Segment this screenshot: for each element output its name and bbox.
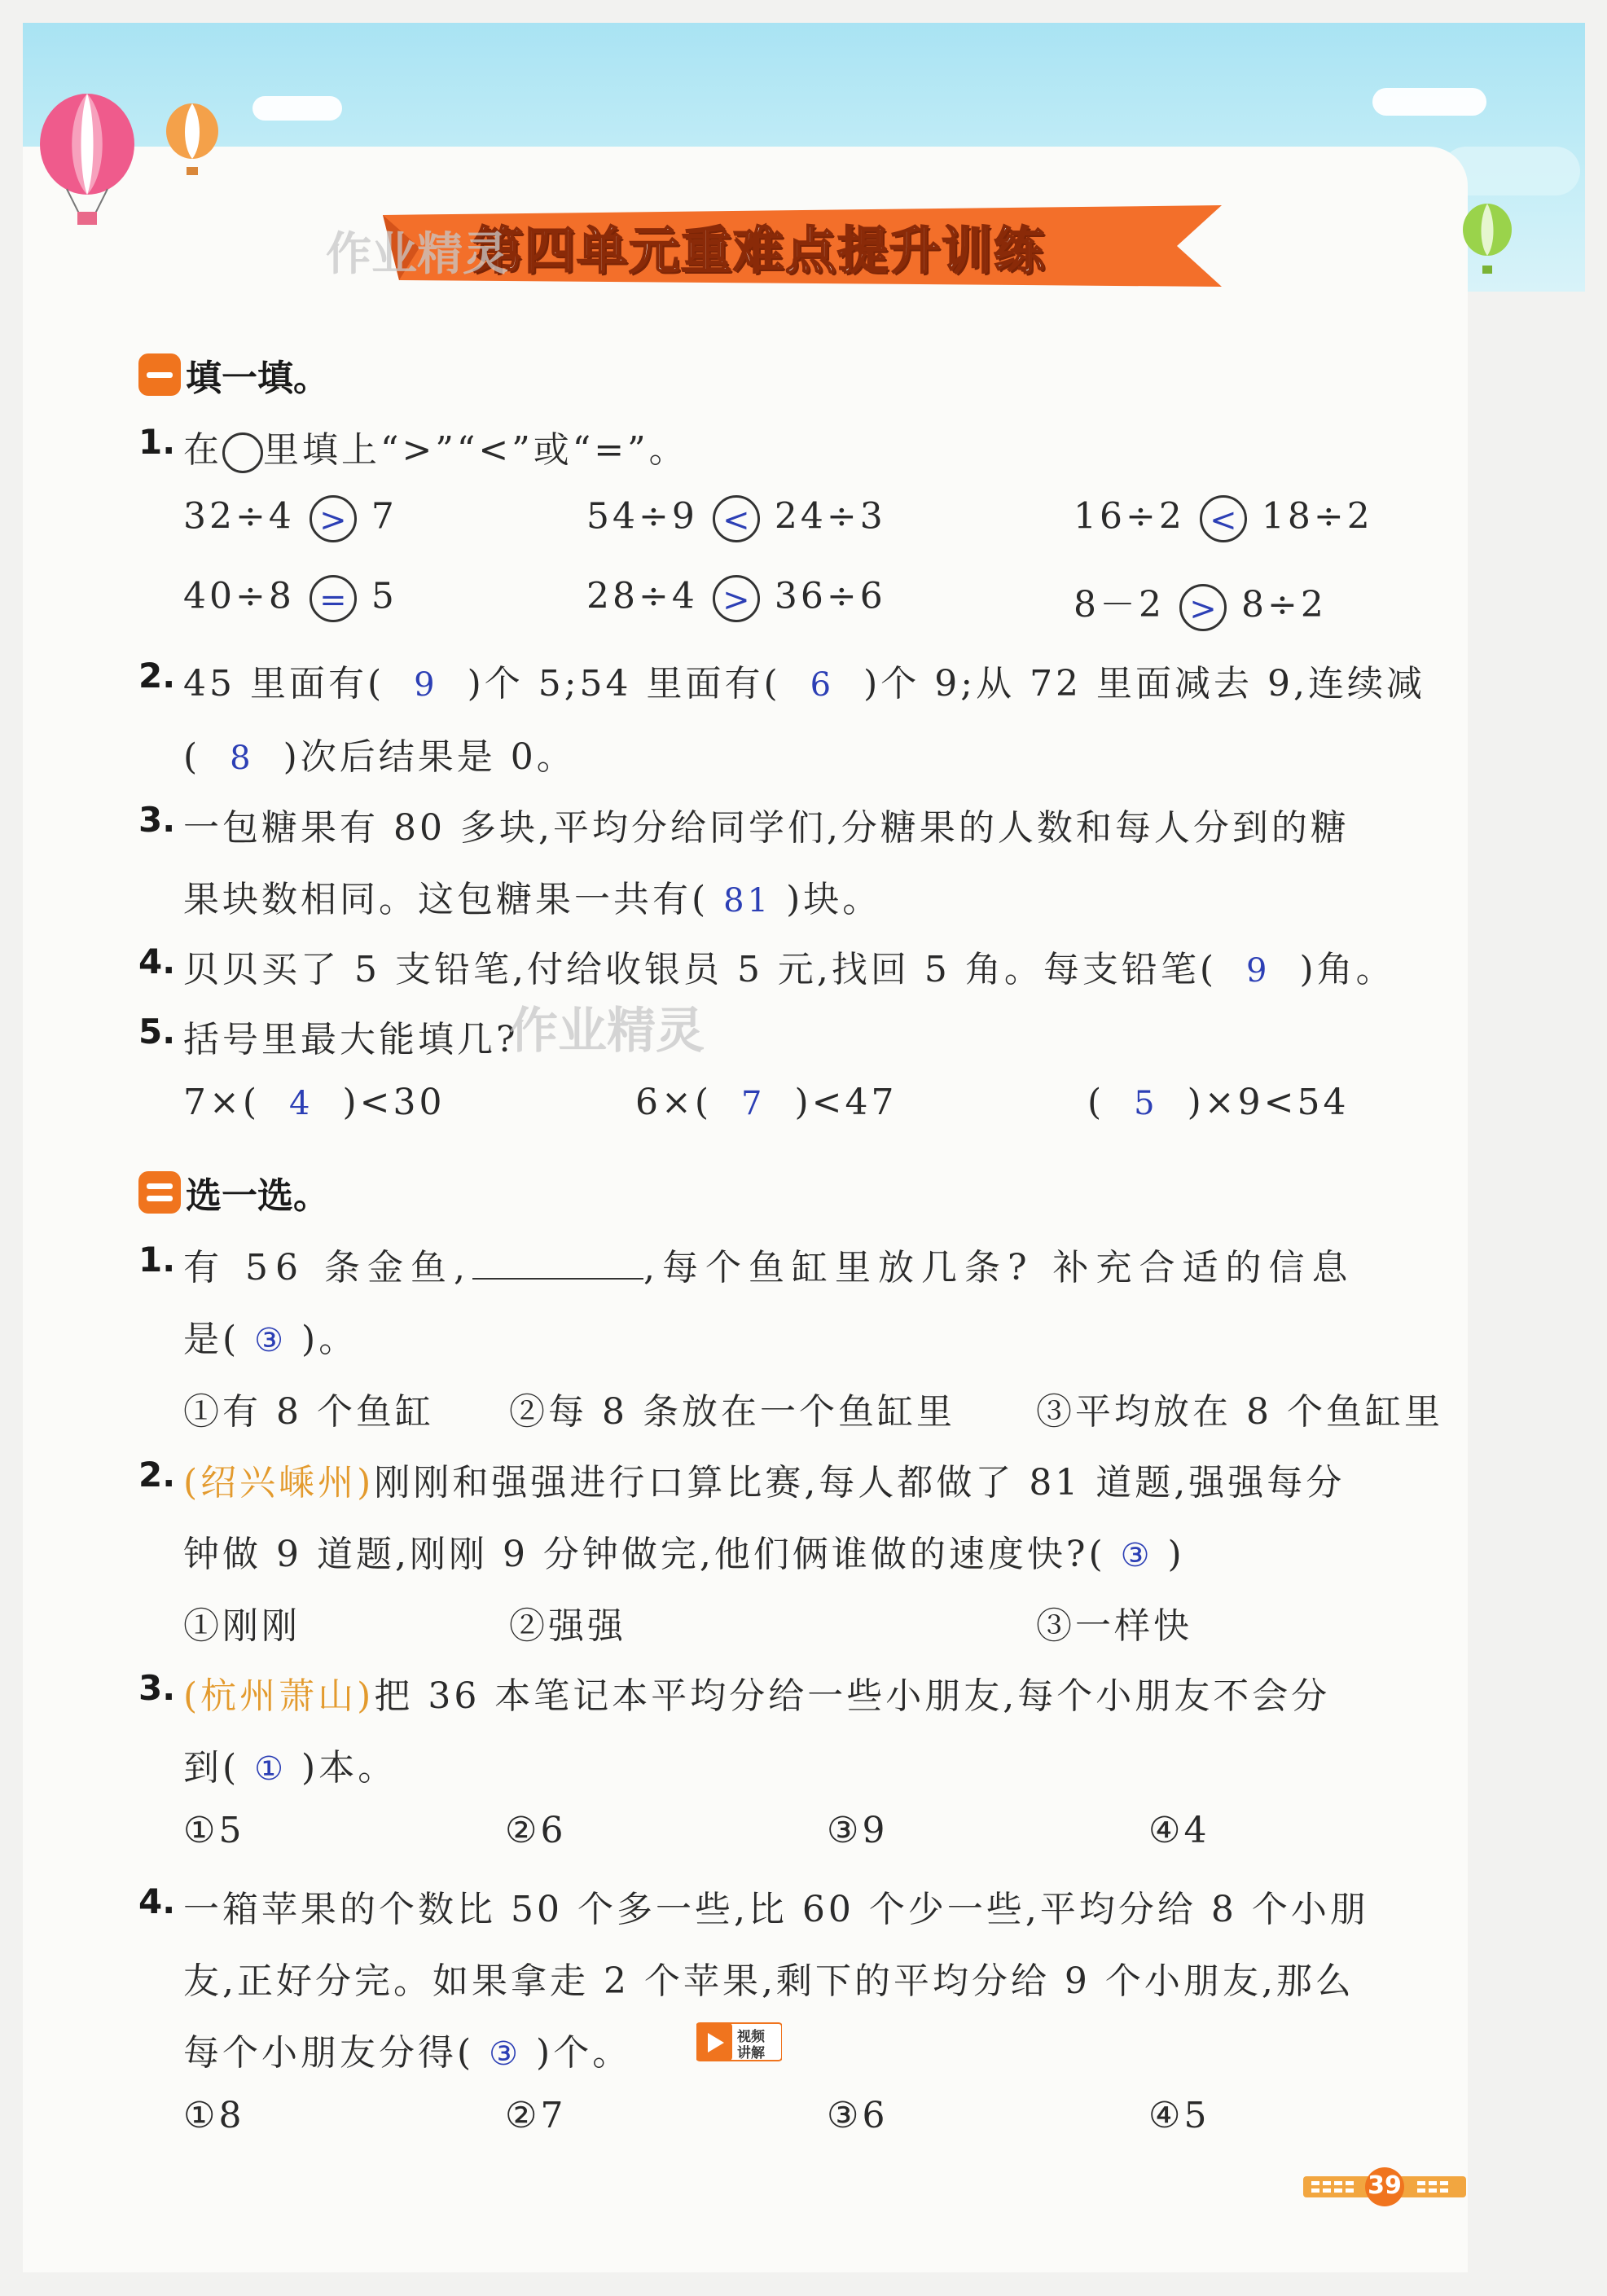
- answer-sign: >: [310, 495, 357, 542]
- expr-right: 24÷3: [774, 495, 886, 538]
- text-part: 把 36 本笔记本平均分给一些小朋友,每个小朋友不会分: [374, 1675, 1331, 1717]
- text-part: )<30: [342, 1082, 446, 1123]
- blank-line: [472, 1253, 643, 1280]
- option: ①有 8 个鱼缸: [183, 1391, 434, 1433]
- option: ③9: [827, 1810, 889, 1851]
- text-part: 钟做 9 道题,刚刚 9 分钟做完,他们俩谁做的速度快?(: [183, 1534, 1106, 1575]
- text-part: 果块数相同。这包糖果一共有(: [183, 879, 709, 920]
- answer-sign: >: [1179, 584, 1227, 631]
- text-part: )个 5;54 里面有(: [467, 663, 781, 705]
- answer: 4: [289, 1085, 314, 1122]
- option: ③平均放在 8 个鱼缸里: [1036, 1391, 1443, 1433]
- question-number: 1.: [138, 1240, 176, 1280]
- question-text: [183, 420, 688, 473]
- section-label: 填一填。: [186, 358, 329, 399]
- question-text: [183, 1525, 1185, 1577]
- option: ②6: [505, 1810, 567, 1851]
- expr-right: 36÷6: [774, 575, 886, 617]
- answer-sign: <: [1200, 495, 1247, 542]
- question-text-part: 在: [183, 429, 222, 471]
- expr-right: 7: [371, 495, 397, 538]
- answer: 5: [1134, 1085, 1158, 1122]
- answer: ①: [254, 1750, 288, 1788]
- question-text: [183, 1310, 358, 1362]
- answer: ③: [1120, 1537, 1153, 1574]
- answer: ③: [489, 2035, 522, 2073]
- watermark: 作业精灵: [509, 1003, 705, 1060]
- section-label: 选一选。: [186, 1175, 329, 1217]
- circle-symbol-icon: [222, 432, 263, 473]
- option: ①刚刚: [183, 1605, 301, 1647]
- question-text: [183, 1238, 1355, 1290]
- question-text-part: 里填上“>”“<”或“=”。: [263, 429, 688, 471]
- answer: 6: [810, 666, 835, 704]
- expr-left: 32÷4: [183, 495, 295, 538]
- text-part: 45 里面有(: [183, 663, 385, 705]
- answer: 9: [414, 666, 438, 704]
- compare-item: [183, 575, 397, 622]
- option: ①8: [183, 2095, 245, 2136]
- question-text: [183, 1666, 1330, 1719]
- cloud: [252, 96, 342, 121]
- question-text: [183, 727, 576, 779]
- page-number: 39: [1368, 2171, 1402, 2200]
- text-part: 6×(: [635, 1082, 713, 1123]
- section-heading-choose: [138, 1166, 329, 1218]
- option: ④5: [1148, 2095, 1210, 2136]
- answer-sign: <: [713, 495, 760, 542]
- question-number: 4.: [138, 942, 176, 981]
- text-part: (: [1087, 1082, 1105, 1123]
- page-number-badge: [1303, 2166, 1466, 2207]
- text-part: )个 9;从 72 里面减去 9,连续减: [863, 663, 1426, 705]
- source-tag: (杭州萧山): [183, 1675, 375, 1717]
- text-part: )块。: [786, 879, 882, 920]
- text-part: 刚刚和强强进行口算比赛,每人都做了 81 道题,强强每分: [374, 1462, 1346, 1504]
- expr-right: 18÷2: [1261, 495, 1373, 538]
- compare-item: [1074, 495, 1373, 542]
- text-part: 是(: [183, 1319, 240, 1360]
- option: ③一样快: [1036, 1605, 1192, 1647]
- text-part: ,每个鱼缸里放几条? 补充合适的信息: [643, 1247, 1355, 1288]
- fill-item: [635, 1082, 897, 1123]
- hot-air-balloon-icon: [34, 91, 148, 230]
- answer: 8: [230, 740, 254, 777]
- expr-left: 28÷4: [586, 575, 698, 617]
- text-part: 有 56 条金鱼,: [183, 1247, 472, 1288]
- hot-air-balloon-icon: [1460, 202, 1517, 283]
- answer-sign: =: [310, 575, 357, 622]
- option: ②每 8 条放在一个鱼缸里: [509, 1391, 955, 1433]
- text-part: )角。: [1299, 949, 1395, 990]
- question-number: 4.: [138, 1881, 176, 1921]
- fill-item: [183, 1082, 445, 1123]
- question-text: [183, 2023, 631, 2075]
- expr-left: 40÷8: [183, 575, 295, 617]
- answer: 81: [723, 882, 772, 920]
- option: ②7: [505, 2095, 567, 2136]
- text-part: ): [1167, 1534, 1185, 1575]
- expr-right: 8÷2: [1241, 584, 1327, 626]
- question-text: [183, 1738, 397, 1790]
- option: ①5: [183, 1810, 245, 1851]
- question-number: 3.: [138, 1668, 176, 1708]
- text-part: )次后结果是 0。: [283, 736, 576, 778]
- video-label: 讲解: [737, 2045, 765, 2061]
- question-text: 一箱苹果的个数比 50 个多一些,比 60 个少一些,平均分给 8 个小朋: [183, 1889, 1369, 1930]
- hot-air-balloon-icon: [161, 102, 226, 183]
- cloud: [1372, 88, 1486, 116]
- text-part: )×9<54: [1187, 1082, 1350, 1123]
- compare-item: [586, 495, 886, 542]
- expr-right: 5: [371, 575, 397, 617]
- section-number-one-icon: [138, 353, 181, 396]
- question-text: 友,正好分完。如果拿走 2 个苹果,剩下的平均分给 9 个小朋友,那么: [183, 1960, 1355, 2002]
- question-number: 5.: [138, 1012, 176, 1051]
- option: ②强强: [509, 1605, 626, 1647]
- text-part: (: [183, 736, 201, 778]
- answer: ③: [254, 1322, 288, 1359]
- page-title: 第四单元重难点提升训练: [472, 221, 1047, 280]
- text-part: 贝贝买了 5 支铅笔,付给收银员 5 元,找回 5 角。每支铅笔(: [183, 949, 1218, 990]
- compare-item: [1074, 575, 1327, 631]
- text-part: )个。: [536, 2032, 632, 2074]
- video-explain-button[interactable]: [696, 2022, 782, 2062]
- text-part: 7×(: [183, 1082, 261, 1123]
- question-text: [183, 1453, 1345, 1505]
- question-text: 括号里最大能填几?: [183, 1019, 519, 1060]
- text-part: 每个小朋友分得(: [183, 2032, 475, 2074]
- question-number: 3.: [138, 800, 176, 840]
- question-number: 1.: [138, 422, 176, 462]
- expr-left: 16÷2: [1074, 495, 1185, 538]
- expr-left: 8－2: [1074, 584, 1165, 626]
- expr-left: 54÷9: [586, 495, 698, 538]
- question-text: [183, 654, 1425, 706]
- question-text: 一包糖果有 80 多块,平均分给同学们,分糖果的人数和每人分到的糖: [183, 807, 1350, 849]
- source-tag: (绍兴嵊州): [183, 1462, 375, 1504]
- section-number-two-icon: [138, 1171, 181, 1214]
- question-number: 2.: [138, 656, 176, 696]
- section-heading-fill: [138, 349, 329, 401]
- option: ③6: [827, 2095, 889, 2136]
- question-number: 2.: [138, 1455, 176, 1495]
- fill-item: [1087, 1082, 1349, 1123]
- answer: 7: [741, 1085, 766, 1122]
- text-part: 到(: [183, 1747, 240, 1789]
- text-part: )。: [301, 1319, 358, 1360]
- question-text: [183, 870, 881, 922]
- compare-item: [183, 495, 397, 542]
- answer: 9: [1246, 952, 1271, 990]
- option: ④4: [1148, 1810, 1210, 1851]
- text-part: )<47: [794, 1082, 898, 1123]
- watermark: 作业精灵: [326, 228, 508, 281]
- compare-item: [586, 575, 886, 622]
- answer-sign: >: [713, 575, 760, 622]
- video-label: 视频: [737, 2029, 765, 2045]
- text-part: )本。: [301, 1747, 397, 1789]
- question-text: [183, 940, 1395, 992]
